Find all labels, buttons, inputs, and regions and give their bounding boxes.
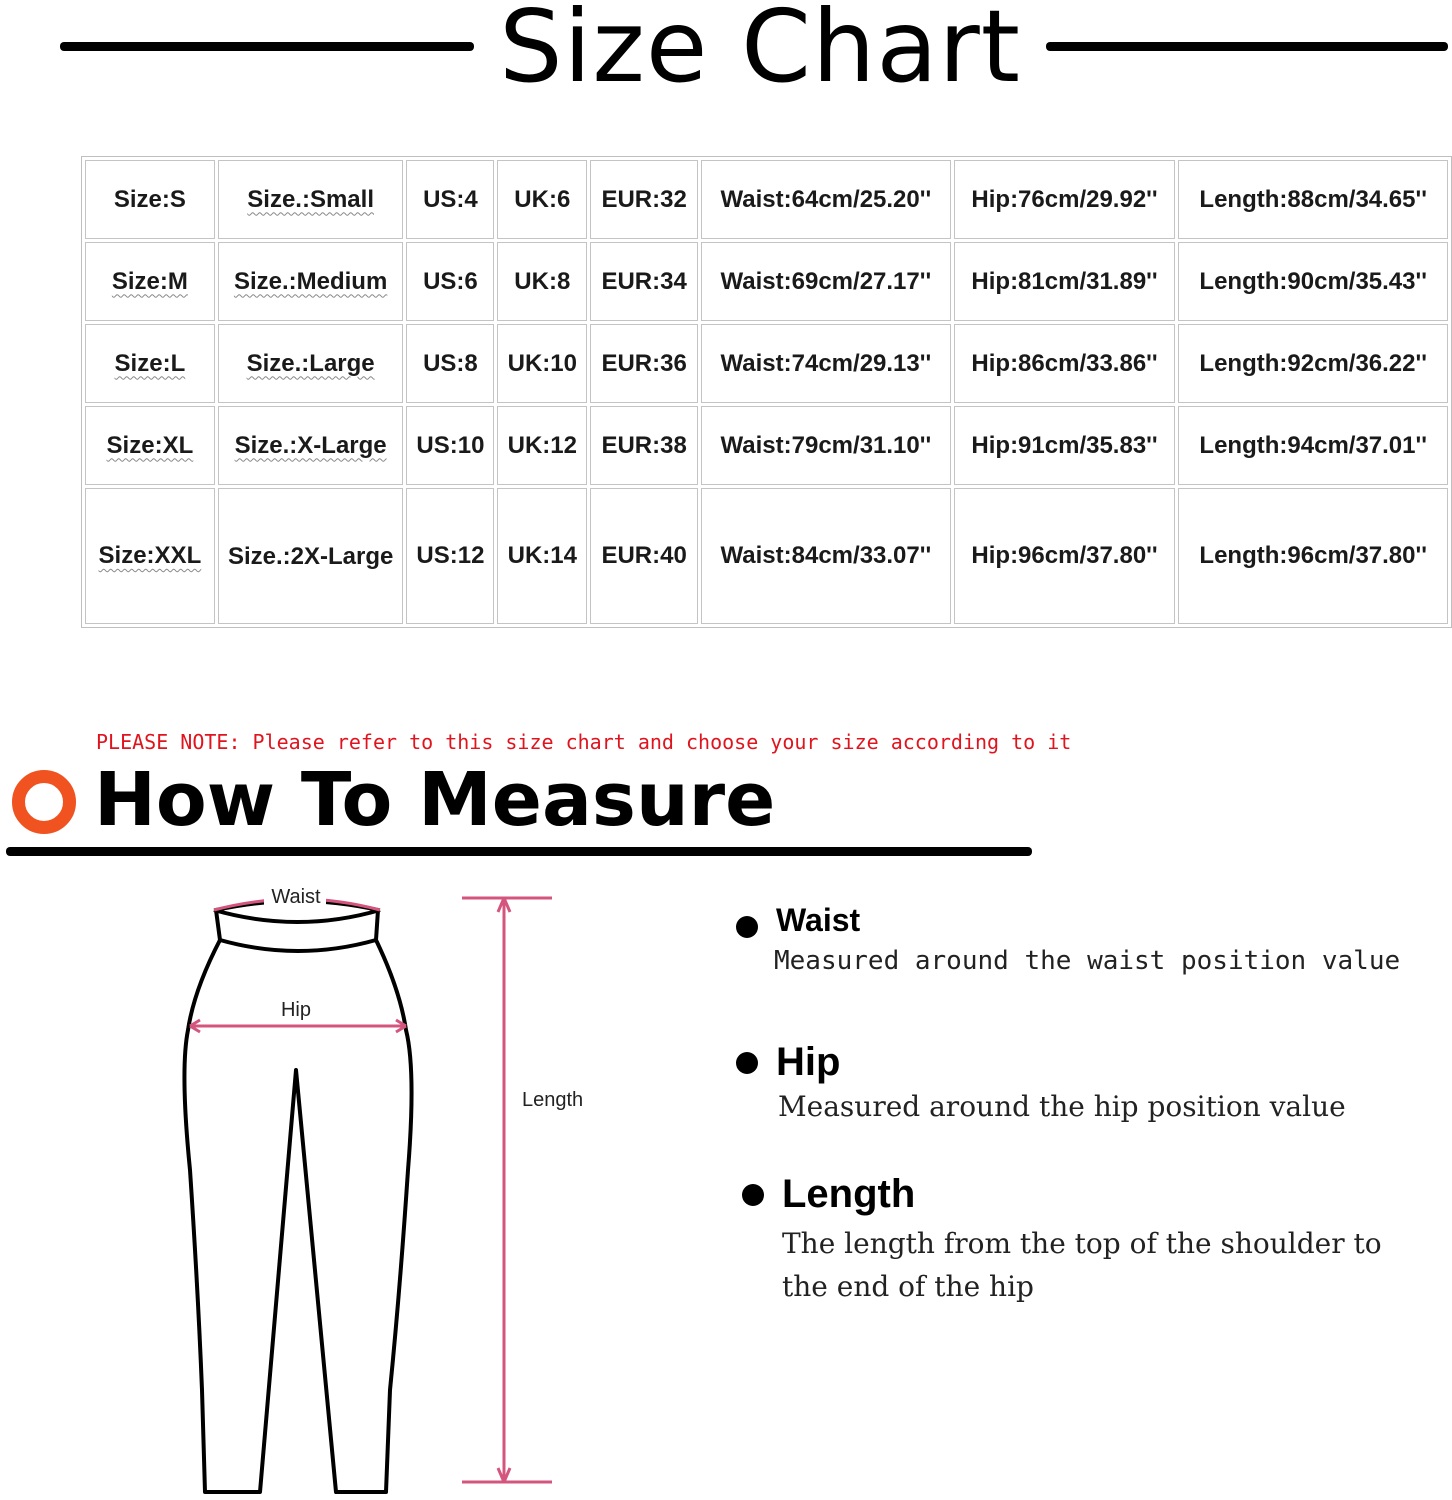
table-cell: Hip:81cm/31.89'' — [954, 242, 1176, 321]
table-cell: US:6 — [406, 242, 494, 321]
table-cell: Hip:86cm/33.86'' — [954, 324, 1176, 403]
table-cell: UK:14 — [497, 488, 587, 624]
size-table — [81, 156, 1452, 628]
table-cell: Length:88cm/34.65'' — [1178, 160, 1448, 239]
table-cell: Waist:69cm/27.17'' — [701, 242, 951, 321]
table-cell: EUR:34 — [590, 242, 698, 321]
table-cell: Hip:96cm/37.80'' — [954, 488, 1176, 624]
measure-heading: Hip — [776, 1040, 841, 1084]
table-row — [85, 488, 1448, 624]
waist-label: Waist — [271, 886, 321, 908]
measure-heading: Waist — [776, 902, 861, 938]
table-cell: Length:94cm/37.01'' — [1178, 406, 1448, 485]
table-cell: US:10 — [406, 406, 494, 485]
title-rule-left — [60, 42, 474, 51]
table-cell: Size.:Small — [218, 160, 404, 239]
how-to-measure-header — [0, 757, 1060, 860]
page-title: Size Chart — [499, 0, 1021, 105]
table-cell: US:8 — [406, 324, 494, 403]
section-title: How To Measure — [94, 757, 776, 843]
measure-description: Measured around the waist position value — [774, 946, 1401, 976]
table-cell: US:4 — [406, 160, 494, 239]
pants-diagram — [150, 870, 610, 1500]
table-cell: Waist:79cm/31.10'' — [701, 406, 951, 485]
table-cell: Size.:Medium — [218, 242, 404, 321]
measure-description: Measured around the hip position value — [778, 1090, 1346, 1123]
ring-icon — [12, 770, 76, 834]
section-rule — [6, 847, 1032, 856]
table-cell: Length:90cm/35.43'' — [1178, 242, 1448, 321]
table-cell: Size:L — [85, 324, 215, 403]
measure-description: The length from the top of the shoulder to the end of the hip — [782, 1227, 1382, 1303]
table-cell: UK:6 — [497, 160, 587, 239]
table-cell: Length:96cm/37.80'' — [1178, 488, 1448, 624]
table-cell: Hip:91cm/35.83'' — [954, 406, 1176, 485]
table-cell: Size:XL — [85, 406, 215, 485]
table-row — [85, 324, 1448, 403]
table-cell: Waist:74cm/29.13'' — [701, 324, 951, 403]
bullet-icon — [736, 916, 758, 938]
table-cell: UK:8 — [497, 242, 587, 321]
table-cell: Waist:84cm/33.07'' — [701, 488, 951, 624]
pants-outline — [184, 940, 411, 1492]
length-label: Length — [522, 1089, 584, 1111]
table-cell: Hip:76cm/29.92'' — [954, 160, 1176, 239]
table-row — [85, 160, 1448, 239]
bullet-icon — [742, 1184, 764, 1206]
table-cell: EUR:40 — [590, 488, 698, 624]
measure-heading: Length — [782, 1172, 916, 1216]
table-cell: Size.:2X-Large — [218, 488, 404, 624]
table-cell: Size:S — [85, 160, 215, 239]
table-cell: Size.:X-Large — [218, 406, 404, 485]
table-cell: UK:10 — [497, 324, 587, 403]
table-cell: Waist:64cm/25.20'' — [701, 160, 951, 239]
size-chart-header — [0, 0, 1452, 105]
table-cell: EUR:38 — [590, 406, 698, 485]
table-cell: Size:M — [85, 242, 215, 321]
title-rule-right — [1046, 42, 1448, 51]
table-row — [85, 406, 1448, 485]
table-row — [85, 242, 1448, 321]
please-note: PLEASE NOTE: Please refer to this size chart and choose your size according to it — [96, 730, 1072, 754]
bullet-icon — [736, 1052, 758, 1074]
table-cell: EUR:36 — [590, 324, 698, 403]
hip-label: Hip — [280, 999, 312, 1021]
table-cell: Size.:Large — [218, 324, 404, 403]
table-cell: Length:92cm/36.22'' — [1178, 324, 1448, 403]
table-cell: UK:12 — [497, 406, 587, 485]
table-cell: EUR:32 — [590, 160, 698, 239]
table-cell: US:12 — [406, 488, 494, 624]
pants-illustration — [150, 870, 610, 1500]
table-cell: Size:XXL — [85, 488, 215, 624]
